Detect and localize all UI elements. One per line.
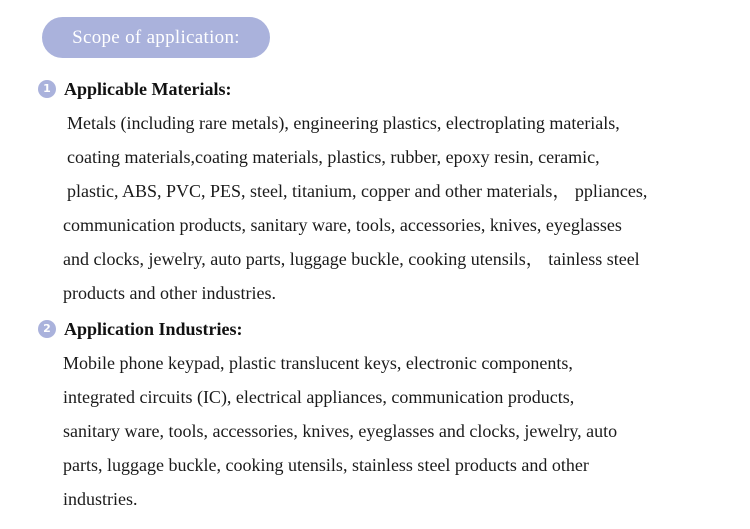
text-line: communication products, sanitary ware, tools, accessories, knives, eyeglasses — [63, 215, 622, 235]
text-line: plastic, ABS, PVC, PES, steel, titanium, copper and other materials， ppliances, — [67, 181, 648, 201]
section-application-industries — [38, 317, 243, 341]
text-line: integrated circuits (IC), electrical appliances, communication products, — [63, 387, 575, 407]
section-title: Applicable Materials: — [64, 78, 232, 99]
text-line: coating materials,coating materials, plastics, rubber, epoxy resin, ceramic, — [67, 147, 600, 167]
text-line: Mobile phone keypad, plastic translucent keys, electronic components, — [63, 353, 573, 373]
number-two-icon: 2 — [38, 320, 56, 338]
text-line: sanitary ware, tools, accessories, knives, eyeglasses and clocks, jewelry, auto — [63, 421, 618, 441]
text-line: Metals (including rare metals), engineering plastics, electroplating materials, — [67, 113, 620, 133]
number-one-icon: 1 — [38, 80, 56, 98]
text-line: parts, luggage buckle, cooking utensils, stainless steel products and other — [63, 455, 589, 475]
text-line: industries. — [63, 489, 138, 509]
scope-badge: Scope of application: — [42, 17, 270, 58]
section-applicable-materials — [38, 77, 231, 101]
text-line: products and other industries. — [63, 283, 276, 303]
section-title: Application Industries: — [64, 318, 243, 339]
text-line: and clocks, jewelry, auto parts, luggage buckle, cooking utensils， tainless steel — [63, 249, 640, 269]
